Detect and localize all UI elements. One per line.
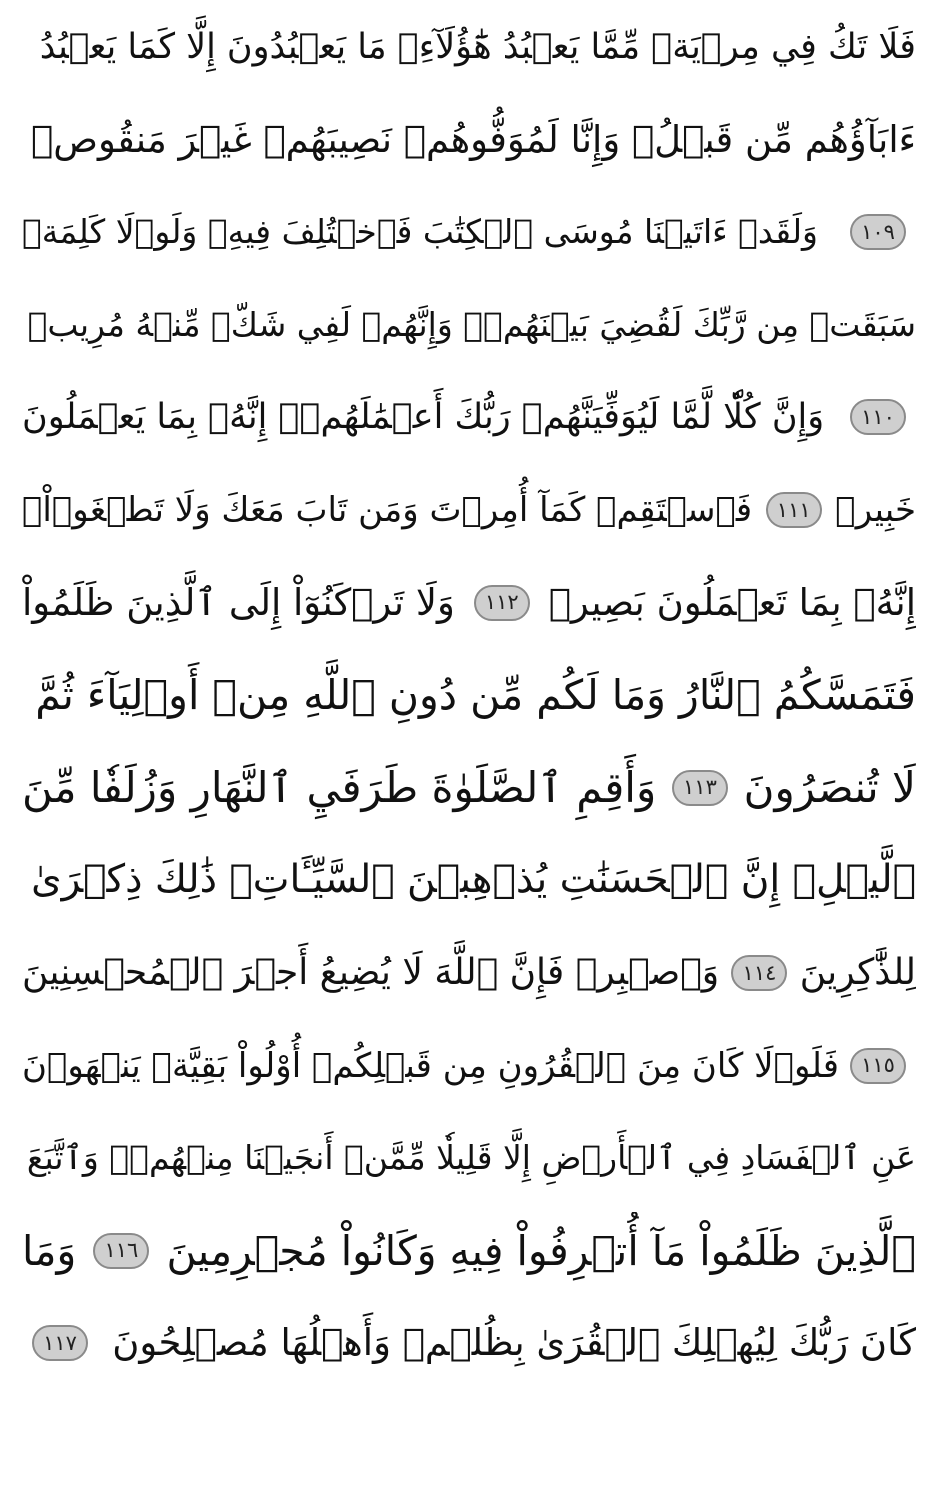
verse-text: كَانَ رَبُّكَ لِيُهۡلِكَ ٱلۡقُرَىٰ بِظُلۡمٖ وَأَهۡلُهَا مُصۡلِحُونَ	[112, 1321, 916, 1365]
verse-text: فَلَا تَكُ فِي مِرۡيَةٖ مِّمَّا يَعۡبُدُ هَٰٓؤُلَآءِۚ مَا يَعۡبُدُونَ إِلَّا كَمَا يَعۡبُدُ	[39, 27, 916, 67]
text-line	[22, 1027, 916, 1105]
text-line	[22, 1119, 916, 1197]
verse-text: عَنِ ٱلۡفَسَادِ فِي ٱلۡأَرۡضِ إِلَّا قَلِيلٗا مِّمَّنۡ أَنجَيۡنَا مِنۡهُمۡۗ وَٱتَّبَعَ	[26, 1138, 916, 1178]
verse-number-marker: ١١٧	[32, 1325, 88, 1361]
verse-number-marker: ١١٣	[672, 770, 728, 806]
verse-number-marker: ١٠٩	[850, 214, 906, 250]
text-line	[22, 656, 916, 734]
verse-text: وَلَا تَرۡكَنُوٓاْ إِلَى ٱلَّذِينَ ظَلَمُواْ	[22, 580, 455, 624]
text-line	[22, 193, 916, 271]
verse-number-marker: ١١٤	[731, 955, 787, 991]
verse-text: إِنَّهُۥ بِمَا تَعۡمَلُونَ بَصِيرٞ	[548, 580, 916, 624]
verse-text: ٱلَّذِينَ ظَلَمُواْ مَآ أُتۡرِفُواْ فِيهِ وَكَانُواْ مُجۡرِمِينَ	[166, 1226, 916, 1275]
verse-number-marker: ١١١	[766, 492, 822, 528]
verse-number-marker: ١١٢	[474, 585, 530, 621]
verse-text: لِلذَّٰكِرِينَ	[799, 952, 916, 993]
verse-text: سَبَقَتۡ مِن رَّبِّكَ لَقُضِيَ بَيۡنَهُمۡۚ وَإِنَّهُمۡ لَفِي شَكّٖ مِّنۡهُ مُرِيبٖ	[27, 304, 916, 344]
verse-text: فَٱسۡتَقِمۡ كَمَآ أُمِرۡتَ وَمَن تَابَ مَعَكَ وَلَا تَطۡغَوۡاْۚ	[22, 490, 753, 530]
text-line	[22, 8, 916, 86]
verse-text: وَإِنَّ كُلّٗا لَّمَّا لَيُوَفِّيَنَّهُمۡ رَبُّكَ أَعۡمَٰلَهُمۡۚ إِنَّهُۥ بِمَا يَعۡمَلُونَ	[22, 397, 825, 438]
verse-text: ءَابَآؤُهُم مِّن قَبۡلُۚ وَإِنَّا لَمُوَفُّوهُمۡ نَصِيبَهُمۡ غَيۡرَ مَنقُوصٖ	[31, 117, 916, 161]
verse-number-marker: ١١٦	[93, 1233, 149, 1269]
text-line	[22, 841, 916, 919]
verse-text: لَا تُنصَرُونَ	[743, 762, 916, 812]
text-line	[22, 471, 916, 549]
text-line	[22, 286, 916, 364]
text-line	[22, 1212, 916, 1290]
verse-number-marker: ١١٠	[850, 399, 906, 435]
verse-text: وَلَقَدۡ ءَاتَيۡنَا مُوسَى ٱلۡكِتَٰبَ فَٱخۡتُلِفَ فِيهِۚ وَلَوۡلَا كَلِمَةٞ	[22, 212, 818, 252]
verse-text: خَبِيرٞ	[835, 490, 916, 530]
verse-text: فَلَوۡلَا كَانَ مِنَ ٱلۡقُرُونِ مِن قَبۡلِكُمۡ أُوْلُواْ بَقِيَّةٖ يَنۡهَوۡنَ	[22, 1045, 840, 1086]
text-line	[22, 378, 916, 456]
verse-text: فَتَمَسَّكُمُ ٱلنَّارُ وَمَا لَكُم مِّن دُونِ ٱللَّهِ مِنۡ أَوۡلِيَآءَ ثُمَّ	[35, 671, 916, 720]
text-line	[22, 934, 916, 1012]
text-line	[22, 749, 916, 827]
verse-text: وَمَا	[22, 1226, 77, 1275]
verse-text: ٱلَّيۡلِۚ إِنَّ ٱلۡحَسَنَٰتِ يُذۡهِبۡنَ ٱلسَّيِّـَٔاتِۚ ذَٰلِكَ ذِكۡرَىٰ	[31, 857, 916, 903]
text-line	[22, 101, 916, 179]
verse-text: وَٱصۡبِرۡ فَإِنَّ ٱللَّهَ لَا يُضِيعُ أَجۡرَ ٱلۡمُحۡسِنِينَ	[22, 952, 720, 993]
text-line	[22, 564, 916, 642]
verse-number-marker: ١١٥	[850, 1048, 906, 1084]
verse-text: وَأَقِمِ ٱلصَّلَوٰةَ طَرَفَيِ ٱلنَّهَارِ وَزُلَفٗا مِّنَ	[22, 762, 657, 812]
text-line	[22, 1304, 916, 1382]
